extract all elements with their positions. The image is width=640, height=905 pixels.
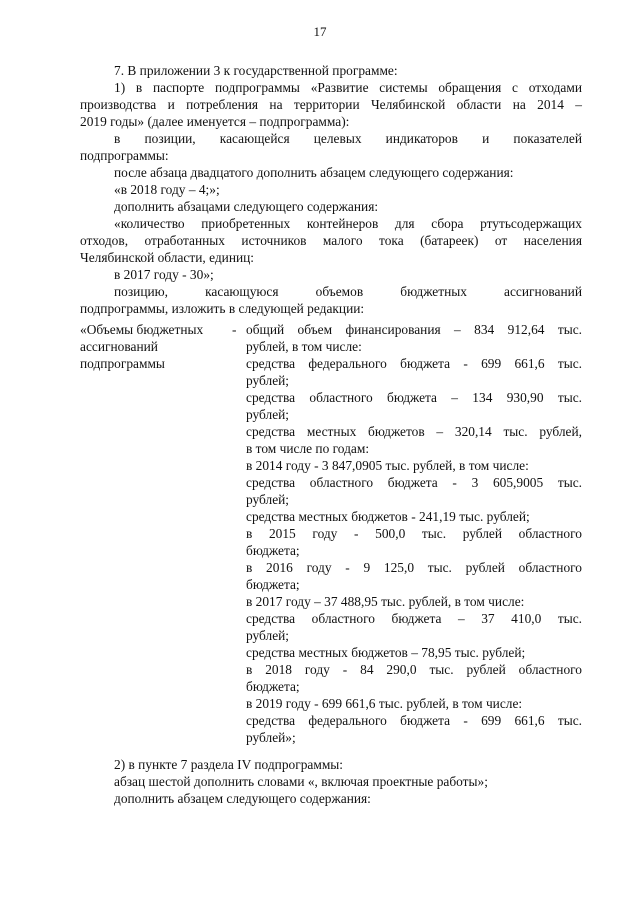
budget-paragraph xyxy=(246,321,582,355)
after-para-20: после абзаца двадцатого дополнить абзацем следующего содержания: xyxy=(114,165,514,180)
budget-line: в 2015 году - 500,0 тыс. рублей областного xyxy=(246,526,582,541)
position-budget-line: позицию, касающуюся объемов бюджетных ассигнований xyxy=(114,284,582,299)
item-7-heading: 7. В приложении 3 к государственной программе: xyxy=(114,63,398,78)
budget-paragraph xyxy=(246,355,582,389)
budget-line: средства местных бюджетов – 78,95 тыс. рублей; xyxy=(246,645,526,660)
budget-table-content xyxy=(246,321,582,746)
budget-line: в 2018 году - 84 290,0 тыс. рублей областного xyxy=(246,662,582,677)
budget-label-line: ассигнований xyxy=(80,339,158,354)
item-1-line: 2019 годы» (далее именуется – подпрограмма): xyxy=(80,114,350,129)
budget-line: средства областного бюджета – 37 410,0 тыс. xyxy=(246,611,582,626)
budget-line: средства областного бюджета – 134 930,90 тыс. xyxy=(246,390,582,405)
budget-line: общий объем финансирования – 834 912,64 тыс. xyxy=(246,322,582,337)
in-2018-line: «в 2018 году – 4;»; xyxy=(114,182,220,197)
document-body xyxy=(80,62,582,807)
budget-paragraph xyxy=(246,389,582,423)
budget-line: в том числе по годам: xyxy=(246,441,370,456)
containers-line: Челябинской области, единиц: xyxy=(80,250,255,265)
budget-paragraph xyxy=(246,423,582,457)
budget-line: средства местных бюджетов – 320,14 тыс. рублей, xyxy=(246,424,582,439)
in-2017-line: в 2017 году - 30»; xyxy=(114,267,214,282)
item-1-line: 1) в паспорте подпрограммы «Развитие системы обращения с отходами xyxy=(114,80,582,95)
budget-line: рублей; xyxy=(246,407,290,422)
budget-line: рублей»; xyxy=(246,730,296,745)
budget-line: средства федерального бюджета - 699 661,6 тыс. xyxy=(246,713,582,728)
containers-line: «количество приобретенных контейнеров для сбора ртутьсодержащих xyxy=(114,216,582,231)
item-1-paragraph xyxy=(80,79,582,130)
budget-line: рублей; xyxy=(246,373,290,388)
add-paragraphs-line: дополнить абзацами следующего содержания: xyxy=(114,199,379,214)
budget-table xyxy=(80,321,582,746)
budget-paragraph xyxy=(246,559,582,593)
budget-label-line: подпрограммы xyxy=(80,356,165,371)
budget-line: средства федерального бюджета - 699 661,6 тыс. xyxy=(246,356,582,371)
budget-paragraph xyxy=(246,712,582,746)
position-targets-paragraph xyxy=(80,130,582,164)
budget-line: в 2016 году - 9 125,0 тыс. рублей областного xyxy=(246,560,582,575)
page-number: 17 xyxy=(313,24,327,39)
budget-line: средства местных бюджетов - 241,19 тыс. рублей; xyxy=(246,509,530,524)
budget-paragraph xyxy=(246,457,582,474)
budget-line: в 2017 году – 37 488,95 тыс. рублей, в том числе: xyxy=(246,594,525,609)
budget-table-label xyxy=(80,321,232,746)
budget-line: бюджета; xyxy=(246,679,300,694)
position-budget-paragraph xyxy=(80,283,582,317)
budget-line: в 2014 году - 3 847,0905 тыс. рублей, в том числе: xyxy=(246,458,529,473)
position-targets-line: в позиции, касающейся целевых индикаторов и показателей xyxy=(114,131,582,146)
budget-line: рублей, в том числе: xyxy=(246,339,362,354)
position-budget-line: подпрограммы, изложить в следующей редакции: xyxy=(80,301,365,316)
item-1-line: производства и потребления на территории Челябинской области на 2014 – xyxy=(80,97,582,112)
budget-paragraph xyxy=(246,661,582,695)
budget-table-dash: - xyxy=(232,322,237,337)
position-targets-line: подпрограммы: xyxy=(80,148,169,163)
item-2-heading: 2) в пункте 7 раздела IV подпрограммы: xyxy=(114,757,344,772)
para-6-line: абзац шестой дополнить словами «, включая проектные работы»; xyxy=(114,774,488,789)
containers-paragraph xyxy=(80,215,582,266)
budget-paragraph xyxy=(246,593,582,610)
add-paragraph-line: дополнить абзацем следующего содержания: xyxy=(114,791,371,806)
budget-label-line: «Объемы бюджетных xyxy=(80,322,204,337)
budget-paragraph xyxy=(246,474,582,508)
budget-line: средства областного бюджета - 3 605,9005 тыс. xyxy=(246,475,582,490)
budget-line: бюджета; xyxy=(246,577,300,592)
budget-line: рублей; xyxy=(246,492,290,507)
budget-line: рублей; xyxy=(246,628,290,643)
budget-paragraph xyxy=(246,508,582,525)
budget-line: бюджета; xyxy=(246,543,300,558)
budget-paragraph xyxy=(246,610,582,644)
budget-line: в 2019 году - 699 661,6 тыс. рублей, в том числе: xyxy=(246,696,523,711)
budget-paragraph xyxy=(246,695,582,712)
budget-paragraph xyxy=(246,644,582,661)
containers-line: отходов, отработанных источников малого тока (батареек) от населения xyxy=(80,233,582,248)
budget-paragraph xyxy=(246,525,582,559)
